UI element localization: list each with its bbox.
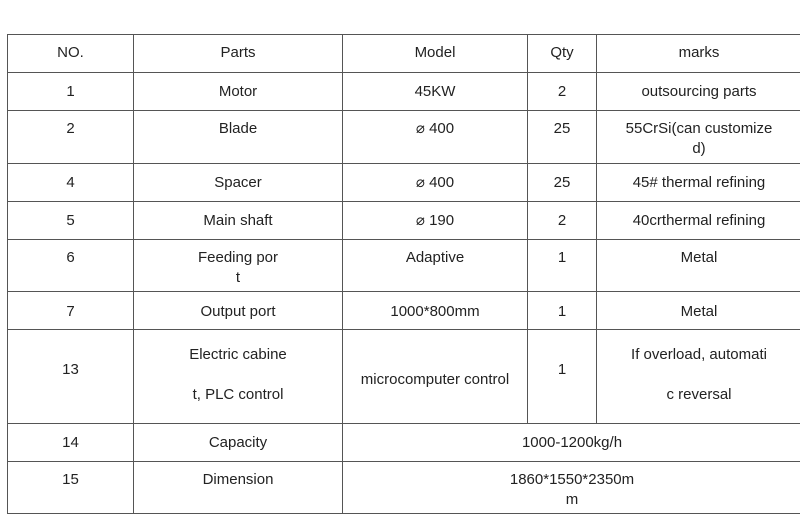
cell-model: microcomputer control (343, 330, 528, 424)
cell-no: 7 (8, 292, 134, 330)
spec-table (7, 34, 800, 514)
cell-model: ⌀ 400 (343, 111, 528, 164)
cell-part: Motor (134, 73, 343, 111)
cell-merged-value (343, 462, 800, 514)
cell-qty: 1 (528, 330, 597, 424)
cell-qty: 1 (528, 292, 597, 330)
cell-marks-line: If overload, automati (631, 346, 767, 363)
cell-merged-line: m (565, 491, 579, 508)
table-row (8, 424, 800, 462)
table-row (8, 164, 800, 202)
table-row (8, 462, 800, 514)
cell-qty: 2 (528, 202, 597, 240)
cell-part-line: Electric cabine (189, 346, 287, 363)
cell-model: ⌀ 400 (343, 164, 528, 202)
cell-marks (597, 330, 800, 424)
cell-marks: Metal (597, 292, 800, 330)
cell-qty: 2 (528, 73, 597, 111)
table-row (8, 240, 800, 292)
cell-marks: outsourcing parts (597, 73, 800, 111)
cell-no: 4 (8, 164, 134, 202)
cell-part: Output port (134, 292, 343, 330)
cell-marks-line: d) (692, 140, 706, 157)
cell-model: Adaptive (343, 240, 528, 292)
cell-part-line: t (235, 269, 241, 286)
header-no: NO. (8, 35, 134, 73)
cell-merged-value: 1000-1200kg/h (343, 424, 800, 462)
header-marks: marks (597, 35, 800, 73)
table-header-row (8, 35, 800, 73)
cell-part: Dimension (134, 462, 343, 514)
cell-marks: Metal (597, 240, 800, 292)
table-row (8, 330, 800, 424)
cell-marks-line: 55CrSi(can customize (625, 120, 773, 137)
table-row (8, 111, 800, 164)
table-row (8, 292, 800, 330)
cell-part (134, 240, 343, 292)
table-row (8, 73, 800, 111)
cell-model: ⌀ 190 (343, 202, 528, 240)
cell-part (134, 330, 343, 424)
cell-part: Spacer (134, 164, 343, 202)
cell-no: 1 (8, 73, 134, 111)
cell-model: 45KW (343, 73, 528, 111)
cell-qty: 25 (528, 111, 597, 164)
cell-qty: 1 (528, 240, 597, 292)
cell-marks: 40crthermal refining (597, 202, 800, 240)
cell-no: 2 (8, 111, 134, 164)
cell-marks-line: c reversal (666, 386, 732, 403)
cell-no: 6 (8, 240, 134, 292)
cell-part: Capacity (134, 424, 343, 462)
table-row (8, 202, 800, 240)
cell-marks: 45# thermal refining (597, 164, 800, 202)
cell-part: Blade (134, 111, 343, 164)
cell-no: 5 (8, 202, 134, 240)
cell-no: 14 (8, 424, 134, 462)
cell-qty: 25 (528, 164, 597, 202)
cell-part-line: t, PLC control (192, 386, 284, 403)
header-parts: Parts (134, 35, 343, 73)
cell-part: Main shaft (134, 202, 343, 240)
header-model: Model (343, 35, 528, 73)
cell-no: 13 (8, 330, 134, 424)
cell-marks (597, 111, 800, 164)
cell-no: 15 (8, 462, 134, 514)
header-qty: Qty (528, 35, 597, 73)
cell-part-line: Feeding por (197, 249, 279, 266)
cell-merged-line: 1860*1550*2350m (509, 471, 635, 488)
cell-model: 1000*800mm (343, 292, 528, 330)
